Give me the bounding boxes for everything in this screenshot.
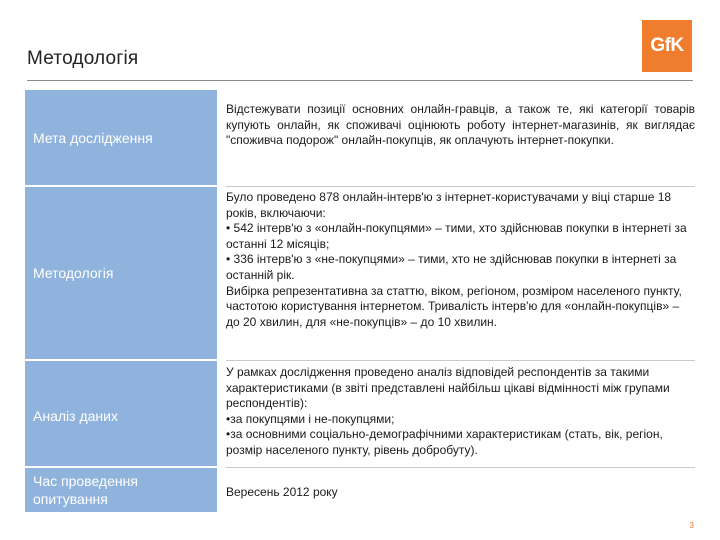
- survey-time-value: Вересень 2012 року: [226, 485, 338, 499]
- row-content-analysis: [226, 365, 695, 459]
- table-row-analysis: [25, 361, 695, 466]
- analysis-bullet-buyers: •за покупцями і не-покупцями;: [226, 411, 395, 426]
- title-divider: [27, 80, 693, 81]
- methodology-intro: Було проведено 878 онлайн-інтерв'ю з інтернет-користувачами у віці старше 18 років, включаючи:: [226, 190, 672, 220]
- row-label-goal: Мета дослідження: [25, 90, 217, 185]
- row-label-analysis: Аналіз даних: [25, 361, 217, 466]
- row-content-survey-time: [226, 485, 695, 501]
- methodology-bullet-nonbuyers: • 336 інтерв'ю з «не-покупцями» – тими, хто не здійснював покупки в інтернеті за останній рік.: [226, 252, 677, 282]
- gfk-logo: GfK: [642, 20, 692, 72]
- page-number: 3: [689, 521, 694, 530]
- analysis-intro: У рамках дослідження проведено аналіз відповідей респондентів за такими характеристиками (в звіті представлені найбільш цікаві відмінності між групами респондентів):: [226, 365, 670, 411]
- row-content-goal: [226, 102, 695, 149]
- row-label-survey-time: Час проведення опитування: [25, 468, 217, 512]
- methodology-sample: Вибірка репрезентативна за статтю, віком, регіоном, розміром населеного пункту, частотою користування інтернетом. Тривалість інтерв'ю для «онлайн-покупців» – до 20 хвилин, для «не-покупців» – до 10 хвилин.: [226, 283, 682, 329]
- table-row-goal: [25, 90, 695, 185]
- table-row-survey-time: [25, 468, 695, 512]
- row-label-methodology: Методологія: [25, 187, 217, 359]
- table-row-methodology: [25, 187, 695, 359]
- methodology-bullet-buyers: • 542 інтерв'ю з «онлайн-покупцями» – тими, хто здійснював покупки в інтернеті за останні 12 місяців;: [226, 221, 687, 251]
- row-content-methodology: [226, 190, 695, 330]
- goal-paragraph: Відстежувати позиції основних онлайн-гравців, а також те, які категорії товарів купують онлайн, як споживачі оцінюють роботу інтернет-магазинів, як виглядає "споживча подорож" онлайн-покупців, як оплачують інтернет-покупки.: [226, 102, 695, 148]
- page-title: Методологія: [27, 48, 139, 69]
- analysis-bullet-demographics: •за основними соціально-демографічними характеристикам (стать, вік, регіон, розмір населеного пункту, рівень добробуту).: [226, 427, 663, 457]
